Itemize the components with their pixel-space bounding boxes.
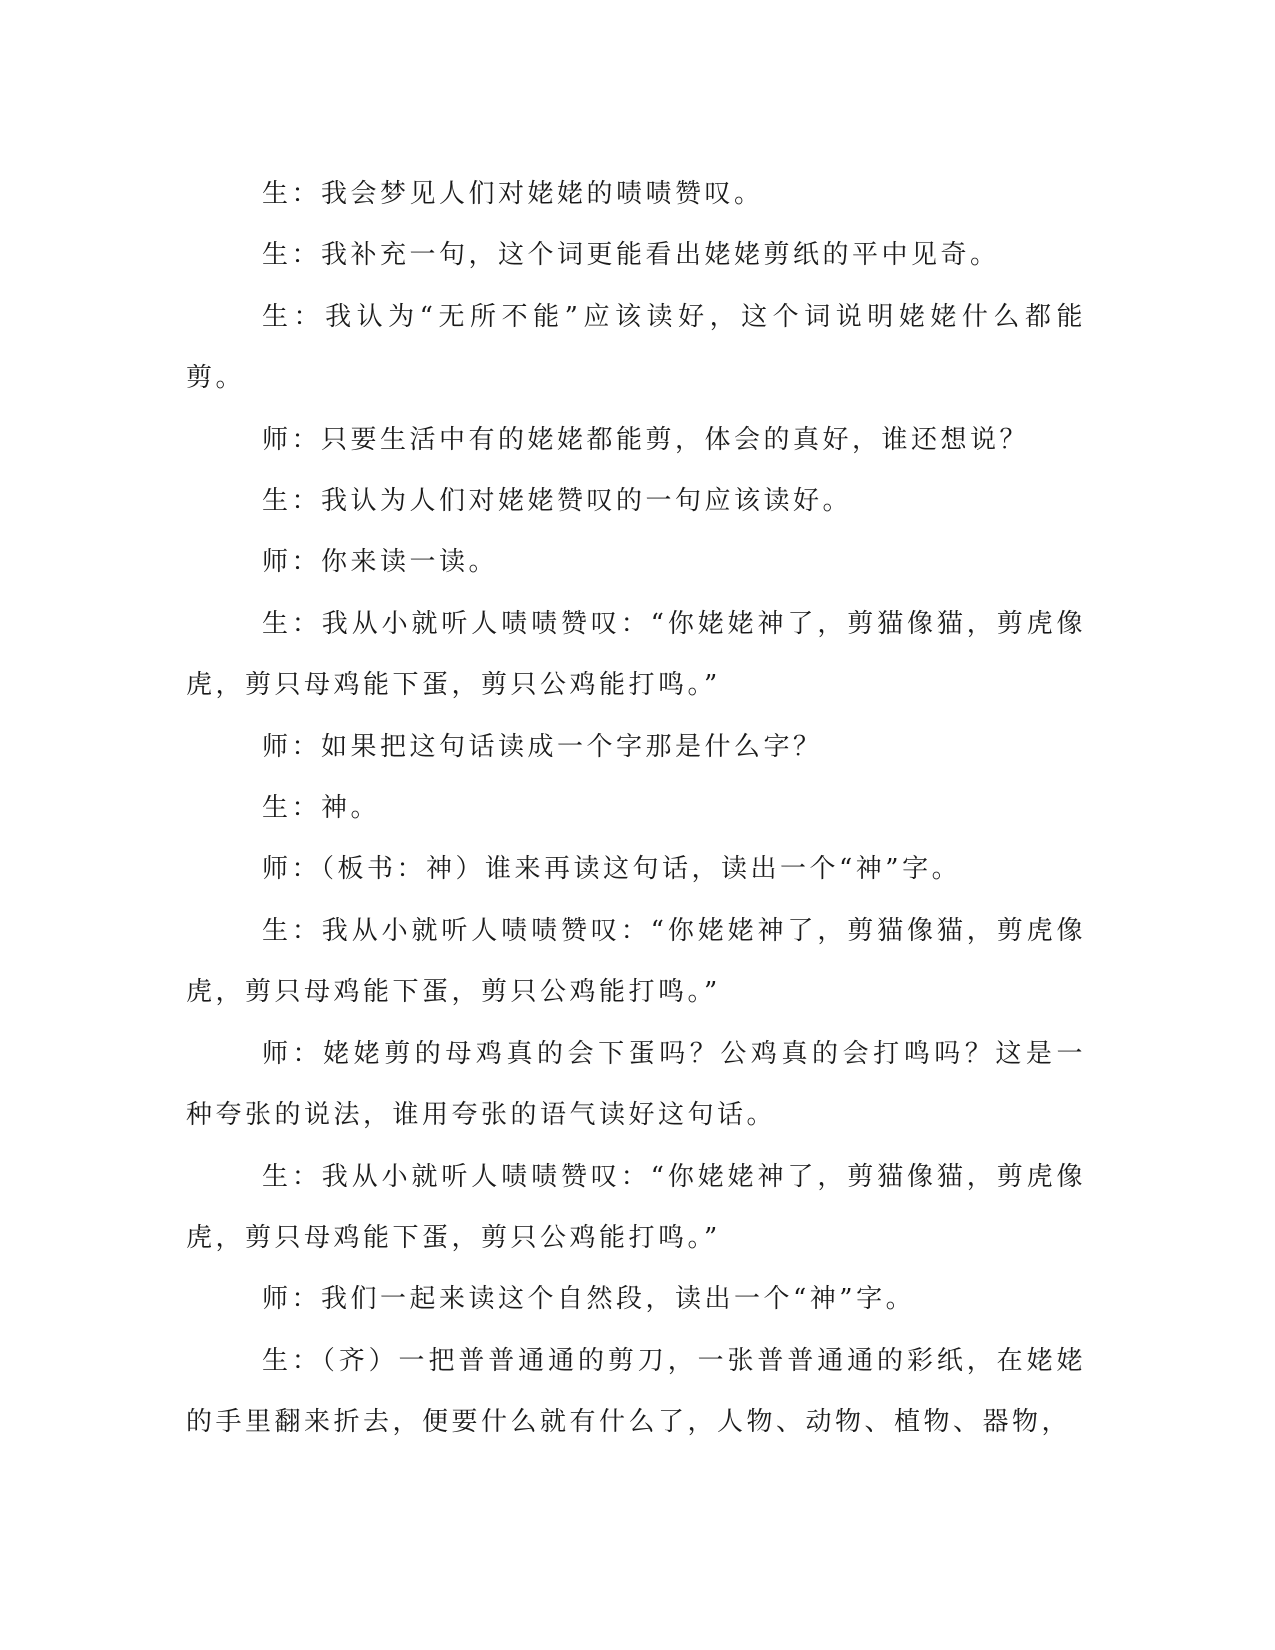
paragraph: 生：我认为人们对姥姥赞叹的一句应该读好。 xyxy=(262,486,853,517)
paragraph: 生：我认为“无所不能”应该读好，这个词说明姥姥什么都能剪。 xyxy=(186,301,1086,394)
paragraph: 师：如果把这句话读成一个字那是什么字？ xyxy=(262,731,823,762)
paragraph: 师：你来读一读。 xyxy=(262,547,499,578)
paragraph: 师：（板书：神）谁来再读这句话，读出一个“神”字。 xyxy=(262,854,962,885)
paragraph: 生：我从小就听人啧啧赞叹：“你姥姥神了，剪猫像猫，剪虎像虎，剪只母鸡能下蛋，剪只公鸡能打鸣。” xyxy=(186,608,1086,701)
paragraph: 生：我补充一句，这个词更能看出姥姥剪纸的平中见奇。 xyxy=(262,240,1000,271)
paragraph: 生：（齐）一把普普通通的剪刀，一张普普通通的彩纸，在姥姥的手里翻来折去，便要什么就有什么了，人物、动物、植物、器物， xyxy=(186,1345,1086,1438)
paragraph: 师：只要生活中有的姥姥都能剪，体会的真好，谁还想说？ xyxy=(262,424,1030,455)
paragraph: 生：神。 xyxy=(262,793,381,824)
paragraph: 师：姥姥剪的母鸡真的会下蛋吗？公鸡真的会打鸣吗？这是一种夸张的说法，谁用夸张的语气读好这句话。 xyxy=(186,1038,1086,1131)
paragraph: 生：我从小就听人啧啧赞叹：“你姥姥神了，剪猫像猫，剪虎像虎，剪只母鸡能下蛋，剪只公鸡能打鸣。” xyxy=(186,1161,1086,1253)
paragraph: 生：我会梦见人们对姥姥的啧啧赞叹。 xyxy=(262,179,764,209)
document-body xyxy=(186,164,1086,1454)
paragraph: 师：我们一起来读这个自然段，读出一个“神”字。 xyxy=(262,1284,916,1315)
paragraph: 生：我从小就听人啧啧赞叹：“你姥姥神了，剪猫像猫，剪虎像虎，剪只母鸡能下蛋，剪只公鸡能打鸣。” xyxy=(186,915,1086,1008)
